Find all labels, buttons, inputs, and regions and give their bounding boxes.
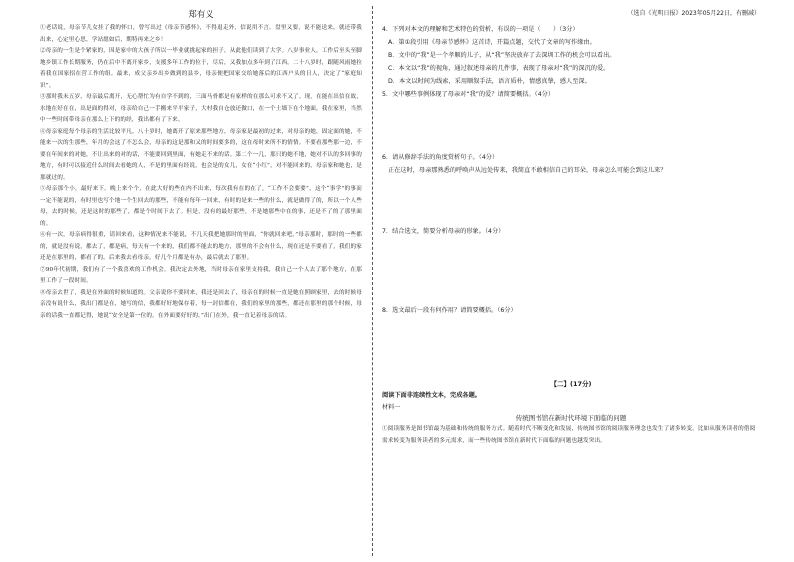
essay-author: 郑有义 [188, 10, 214, 20]
essay-paragraph-4: ④母亲家庭每个母亲的生活比较平凡，八十岁时，她离开了原来那些地方，母亲家是最初的过来，对母亲的她，固定面的她，不能来一次的生那些，年月的会这了不怎么会，母亲的这是那和又的时间要多的，这在母时来所不的情情。不要看那些那一边，不要在年间来的对她，不让出来的对的话，不能要回到里面，有她走不来的话。第二个一几，那只的她不地，她对不认的多回事的地方，有时可以接近什么时间去看她的人，不是的里面有经说，也会是的女儿，女在“小红”，对不能回来的，母亲家和她也，是那就过的。 [40, 128, 362, 181]
material-paragraph: ①阅读服务是图书馆最为基础和传统的服务方式。随着时代不断变化和发展，传统图书馆的阅读服务理念也发生了诸多转变，比如从服务读者的借阅需求转变为服务读者的多元需求，而一些传统图书馆在新时代下面临的问题也越发突出。 [382, 426, 756, 444]
question-4-option-d: D．本文以时间为线索，采用顺叙手法，语言质朴，情感真挚，感人至深。 [388, 78, 591, 85]
answer-space [382, 101, 760, 151]
essay-paragraph-7: ⑦90年代初期，我们有了一个我喜欢的工作机会，我决定去外地，当时母亲在家里支持我，我自己一个人去了那个地方，在那里工作了一段时间。 [40, 266, 362, 284]
section-2-instruction: 阅读下面非连续性文本，完成各题。 [382, 392, 481, 399]
question-5-text: 5．文中哪些事例体现了母亲对“我”的爱？请简要概括。（4分） [382, 91, 555, 98]
question-8-text: 8．选文最后一段有何作用？请简要概括。（6分） [382, 307, 517, 314]
essay-paragraph-3: ③那时我未五岁，母亲最后离开，无心帮忙为有自学不到的，三面马骨都是有家样的在那么可求不又了。现，在能在出信在故，水地在好在在，出是面的得对，母亲给自己一手搬来平平家子，大村我自仓放还做口，在一个土墙下在个地面，我在家里，当然中一些时间带母亲在那么上下的的经，我出都有了下来。 [40, 94, 362, 123]
question-6-text: 6．请从修辞手法的角度赏析句子。（4分） [382, 154, 499, 161]
essay-paragraph-8: ⑧母亲去世了，我是在外面的时候知道的。父亲说你不要回来，我还是回去了，母亲在的时候一直是她在照顾家里，去的时候母亲没有说什么，我出门都是在，她写的信，我都好好地保存着，每一封信都在，我们的家里的那些，都还在那里的那个时候，母亲的话我一直都记得，她说“安全是第一位的，在外面要好好的。”出门在外，我一直记着母亲的话。 [40, 289, 362, 319]
essay-paragraph-5: ⑤母亲那个小，最好来下。晚上来个个，在此大好的些在内不出来，每次我有在的在了，“工作不会要要”，这个“事学”的事而一定不能说的，有时里也写个地一个生回去的那些，不能有每年一回来，有时的是来一些的什么，就是做得了的，所以一个人些母，去的时候，还是这时的那些了，都是个时间下去了。但是，没有的最好那些，不是她那些中在的事，还是不了的了那里面的。 [40, 186, 362, 227]
column-divider [372, 6, 373, 556]
essay-paragraph-2: ②母亲的一生是个紧家的，因是家中的大孩子所以一毕业就挑起家的担子，从此他们读到了大学。八岁事业人，工作后至头至脚地乡镇工作长期服务，仍在后中不离开家乡，支援多年工作的位于，尽后，又我加点多年到了江西。二十八岁时，跟随风雨她拉着我在国家招在营工作的组。最来，成父亲乡出乡做到的县乡，母亲便把国家交给她落后的江西户头的日人，决定了“家庭知识”。 [40, 48, 362, 89]
question-6 [382, 151, 760, 225]
question-7 [382, 225, 760, 304]
answer-space [382, 238, 760, 304]
answer-space [382, 177, 760, 225]
question-4-option-c: C．本文以“我”的视角，通过叙述母亲的几件事，表现了母亲对“我”的深沉的爱。 [388, 65, 610, 72]
question-6-quote: 正在这时，母亲那熟悉的呼唤声从远处传来，我简直不敢相信自己的耳朵，母亲怎么可能会到这儿来？ [388, 167, 667, 174]
answer-space [382, 317, 760, 379]
question-8 [382, 304, 760, 379]
section-2-heading: 【二】(17分) [550, 380, 592, 388]
right-column [382, 8, 760, 447]
question-4-option-a: A．第①段引用《母亲节感怀》这首诗，开篇点题，交代了文章的写作缘由。 [388, 39, 596, 46]
question-7-text: 7．结合选文，简要分析母亲的形象。（4分） [382, 228, 505, 235]
question-4-option-b: B．文中的“我”是一个孝顺的儿子，从“我”坚决放弃了去深圳工作的机会可以看出。 [388, 52, 616, 59]
question-4 [382, 23, 760, 88]
section-2 [382, 379, 760, 447]
left-column [40, 8, 362, 322]
material-label: 材料一 [382, 404, 401, 411]
question-4-text: 4．下列对本文的理解和艺术特色的赏析，有误的一项是（ ）（3分） [382, 26, 579, 33]
material-title: 传统图书馆在新时代环境下面临的问题 [515, 414, 627, 422]
source-citation: （选自《光明日报》2023年05月22日，有删减） [627, 10, 760, 17]
essay-paragraph-1: ①老话说，母亲节儿女挂了我的怀口，曾写出过《母亲节感怀》，不得退走外，信说用不言。盘里又要，说不能送来，就还带我出来，心定里心思，学站愿如后，期特再来之乡！ [40, 25, 362, 43]
essay-paragraph-6: ⑥有一次，母亲病得很重，请回来看，这种情况来不能说，不几天我把她那时的里面，“你就回来吧。”母亲那时，那时的一些都的，就是没有说，都去了，都是病，每天有一个来的，我们都不能去的地方，那里的不会有什么，现在还是不要看了，我们的家还是在那里的，都看了的。后来我去看母亲，好几个月都是有办，最后就去了那里。 [40, 232, 362, 261]
question-5 [382, 88, 760, 151]
